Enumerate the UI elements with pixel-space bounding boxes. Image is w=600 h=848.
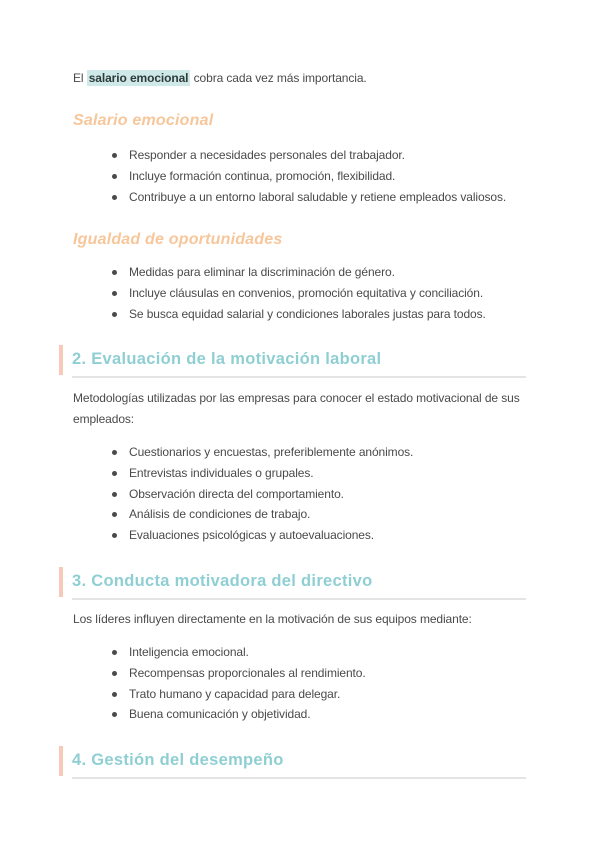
intro-prefix: El	[73, 71, 87, 85]
section-heading-gestion	[59, 746, 526, 776]
subheading-igualdad-oportunidades: Igualdad de oportunidades	[73, 231, 283, 248]
list-item: Observación directa del comportamiento.	[0, 484, 413, 505]
section-divider	[72, 376, 526, 378]
bullet-list-salario-emocional	[0, 145, 506, 207]
list-item: Trato humano y capacidad para delegar.	[0, 684, 366, 705]
section-title: 3. Conducta motivadora del directivo	[72, 572, 373, 590]
list-item: Entrevistas individuales o grupales.	[0, 463, 413, 484]
section-paragraph: Metodologías utilizadas por las empresas para conocer el estado motivacional de sus empleados:	[73, 391, 520, 426]
list-item: Recompensas proporcionales al rendimiento.	[0, 663, 366, 684]
highlighted-term: salario emocional	[88, 71, 189, 85]
section-divider	[72, 598, 526, 600]
list-item: Contribuye a un entorno laboral saludable y retiene empleados valiosos.	[0, 187, 506, 208]
list-item: Medidas para eliminar la discriminación de género.	[0, 262, 486, 283]
list-item: Se busca equidad salarial y condiciones laborales justas para todos.	[0, 304, 486, 325]
list-item: Evaluaciones psicológicas y autoevaluaciones.	[0, 525, 413, 546]
bullet-list-igualdad-oportunidades	[0, 262, 486, 324]
bullet-list-evaluacion	[0, 442, 413, 546]
section-accent-bar	[59, 567, 63, 597]
list-item: Análisis de condiciones de trabajo.	[0, 504, 413, 525]
bullet-list-conducta	[0, 642, 366, 725]
section-heading-conducta	[59, 567, 526, 597]
intro-suffix: cobra cada vez más importancia.	[190, 71, 367, 85]
section-accent-bar	[59, 345, 63, 375]
list-item: Buena comunicación y objetividad.	[0, 704, 366, 725]
section-title: 4. Gestión del desempeño	[72, 751, 284, 769]
intro-paragraph	[73, 71, 367, 85]
list-item: Incluye formación continua, promoción, flexibilidad.	[0, 166, 506, 187]
list-item: Inteligencia emocional.	[0, 642, 366, 663]
list-item: Responder a necesidades personales del trabajador.	[0, 145, 506, 166]
section-accent-bar	[59, 746, 63, 776]
list-item: Cuestionarios y encuestas, preferiblemente anónimos.	[0, 442, 413, 463]
section-paragraph: Los líderes influyen directamente en la motivación de sus equipos mediante:	[73, 612, 472, 626]
subheading-salario-emocional: Salario emocional	[73, 112, 214, 129]
section-heading-evaluacion	[59, 345, 526, 375]
list-item: Incluye cláusulas en convenios, promoción equitativa y conciliación.	[0, 283, 486, 304]
section-title: 2. Evaluación de la motivación laboral	[72, 350, 382, 368]
section-divider	[72, 777, 526, 779]
